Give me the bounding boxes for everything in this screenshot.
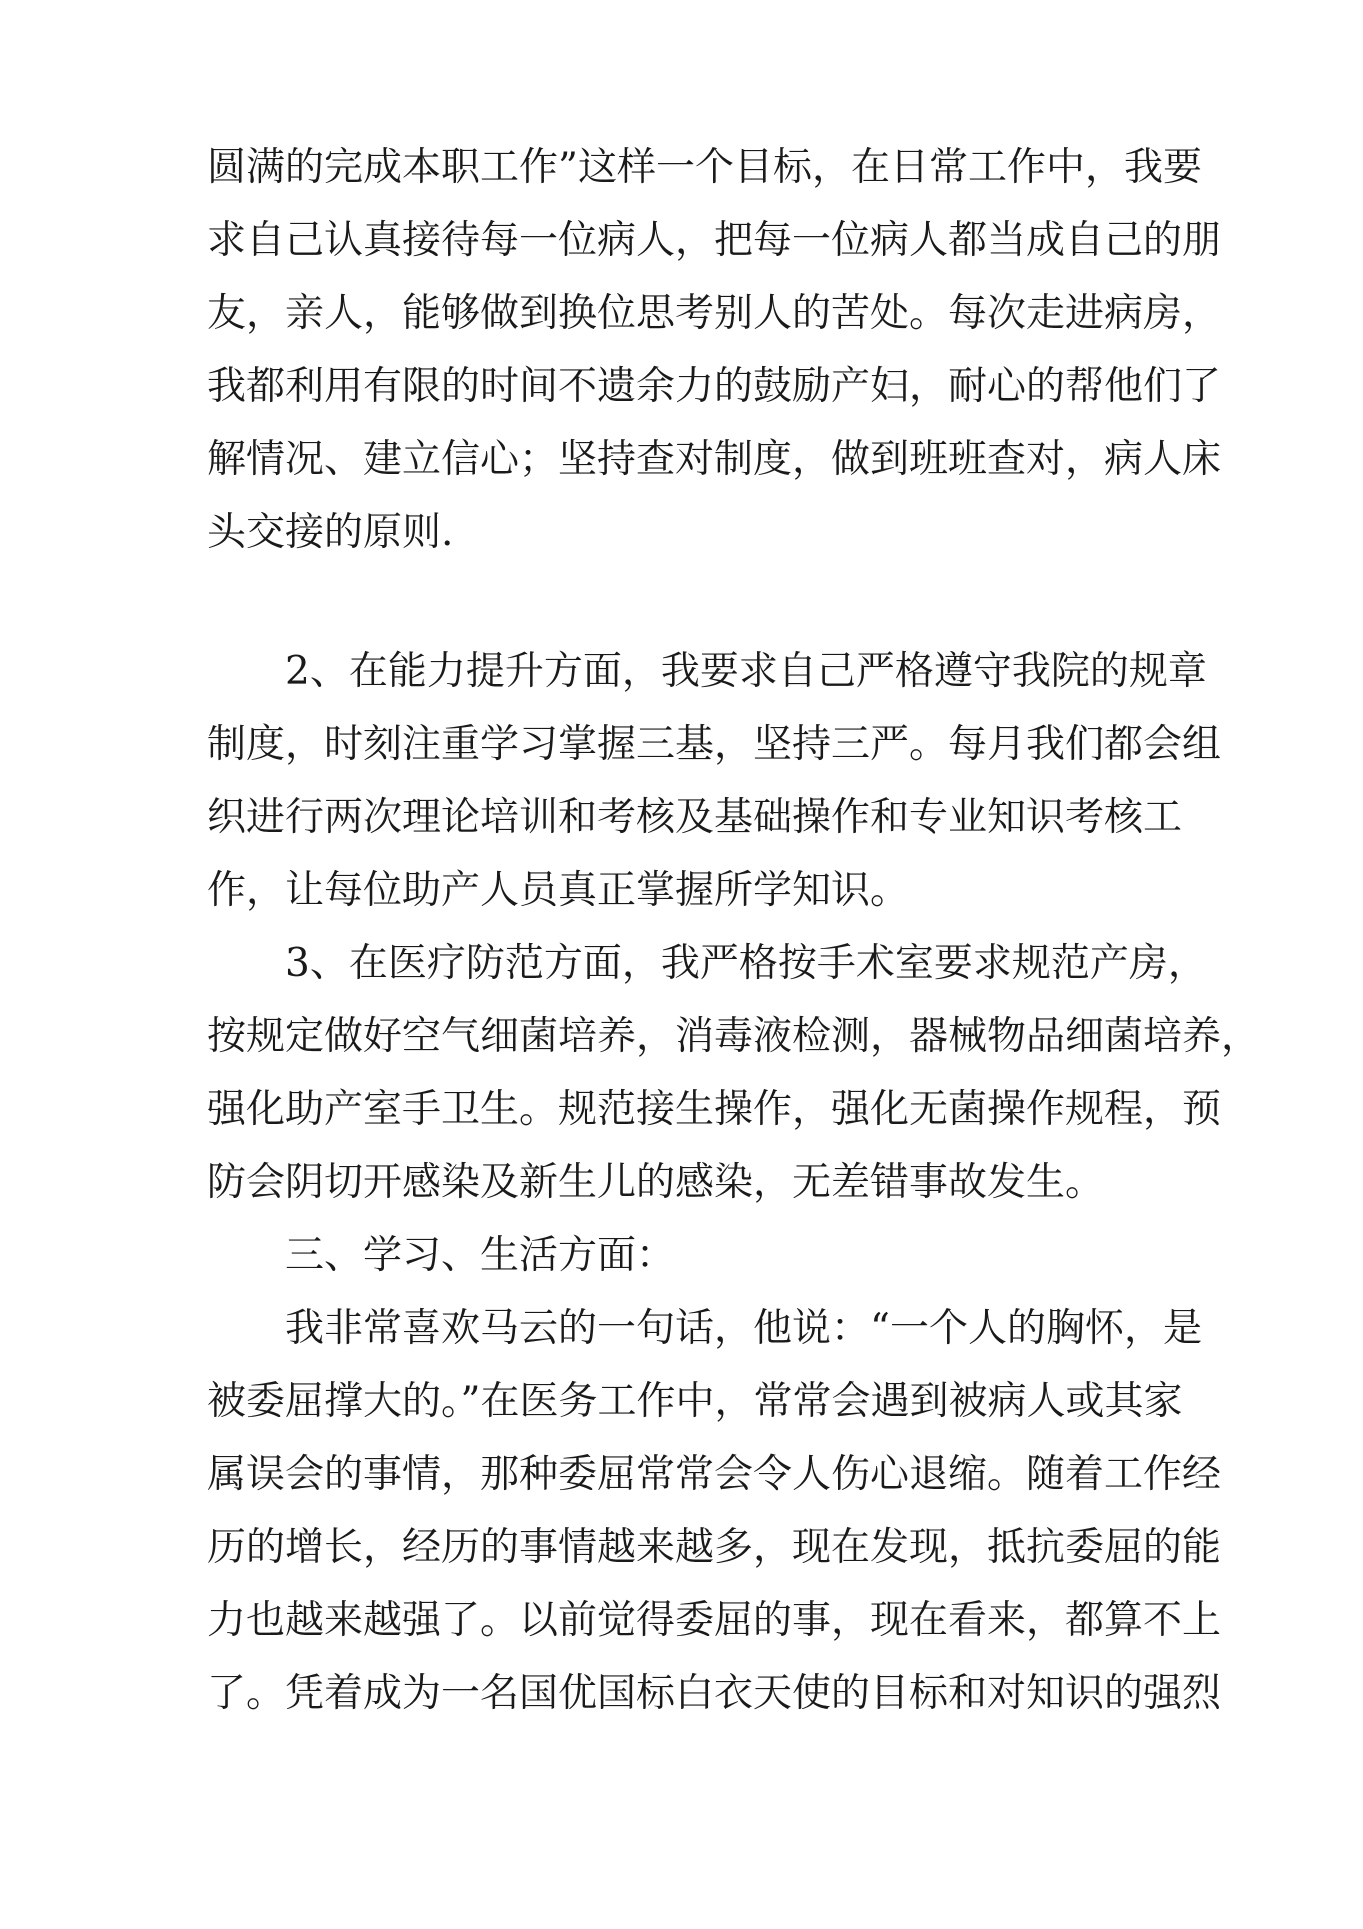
text-line: 圆满的完成本职工作”这样一个目标，在日常工作中，我要 [207, 145, 1202, 190]
text-line: 属误会的事情，那种委屈常常会令人伤心退缩。随着工作经 [207, 1452, 1222, 1497]
text-line: 我非常喜欢马云的一句话，他说：“一个人的胸怀，是 [285, 1306, 1202, 1351]
text-line: 求自己认真接待每一位病人，把每一位病人都当成自己的朋 [207, 218, 1222, 263]
text-line: 按规定做好空气细菌培养，消毒液检测，器械物品细菌培养， [207, 1014, 1261, 1059]
text-line: 强化助产室手卫生。规范接生操作，强化无菌操作规程，预 [207, 1087, 1222, 1132]
paragraph-medical-prevention [207, 927, 1261, 1219]
text-line: 制度，时刻注重学习掌握三基，坚持三严。每月我们都会组 [207, 722, 1222, 767]
text-line: 历的增长，经历的事情越来越多，现在发现，抵抗委屈的能 [207, 1525, 1222, 1570]
text-line: 防会阴切开感染及新生儿的感染，无差错事故发生。 [207, 1160, 1105, 1205]
section-heading-study-life [207, 1219, 1165, 1292]
text-line: 了。凭着成为一名国优国标白衣天使的目标和对知识的强烈 [207, 1671, 1222, 1716]
text-line: 我都利用有限的时间不遗余力的鼓励产妇，耐心的帮他们了 [207, 364, 1222, 409]
text-line: 力也越来越强了。以前觉得委屈的事，现在看来，都算不上 [207, 1598, 1222, 1643]
text-line: 织进行两次理论培训和考核及基础操作和专业知识考核工 [207, 795, 1183, 840]
text-line: 友，亲人，能够做到换位思考别人的苦处。每次走进病房， [207, 291, 1222, 336]
text-line: 3、在医疗防范方面，我严格按手术室要求规范产房， [285, 941, 1207, 986]
text-line: 被委屈撑大的。”在医务工作中，常常会遇到被病人或其家 [207, 1379, 1183, 1424]
paragraph-patient-care [207, 131, 1222, 569]
body-sections [207, 635, 1261, 1730]
text-line: 三、学习、生活方面： [285, 1233, 676, 1278]
paragraph-study-life [207, 1292, 1222, 1730]
text-line: 作，让每位助产人员真正掌握所学知识。 [207, 868, 910, 913]
text-line: 头交接的原则. [207, 510, 454, 555]
paragraph-ability-improvement [207, 635, 1222, 927]
text-line: 2、在能力提升方面，我要求自己严格遵守我院的规章 [285, 649, 1207, 694]
text-line: 解情况、建立信心；坚持查对制度，做到班班查对，病人床 [207, 437, 1222, 482]
